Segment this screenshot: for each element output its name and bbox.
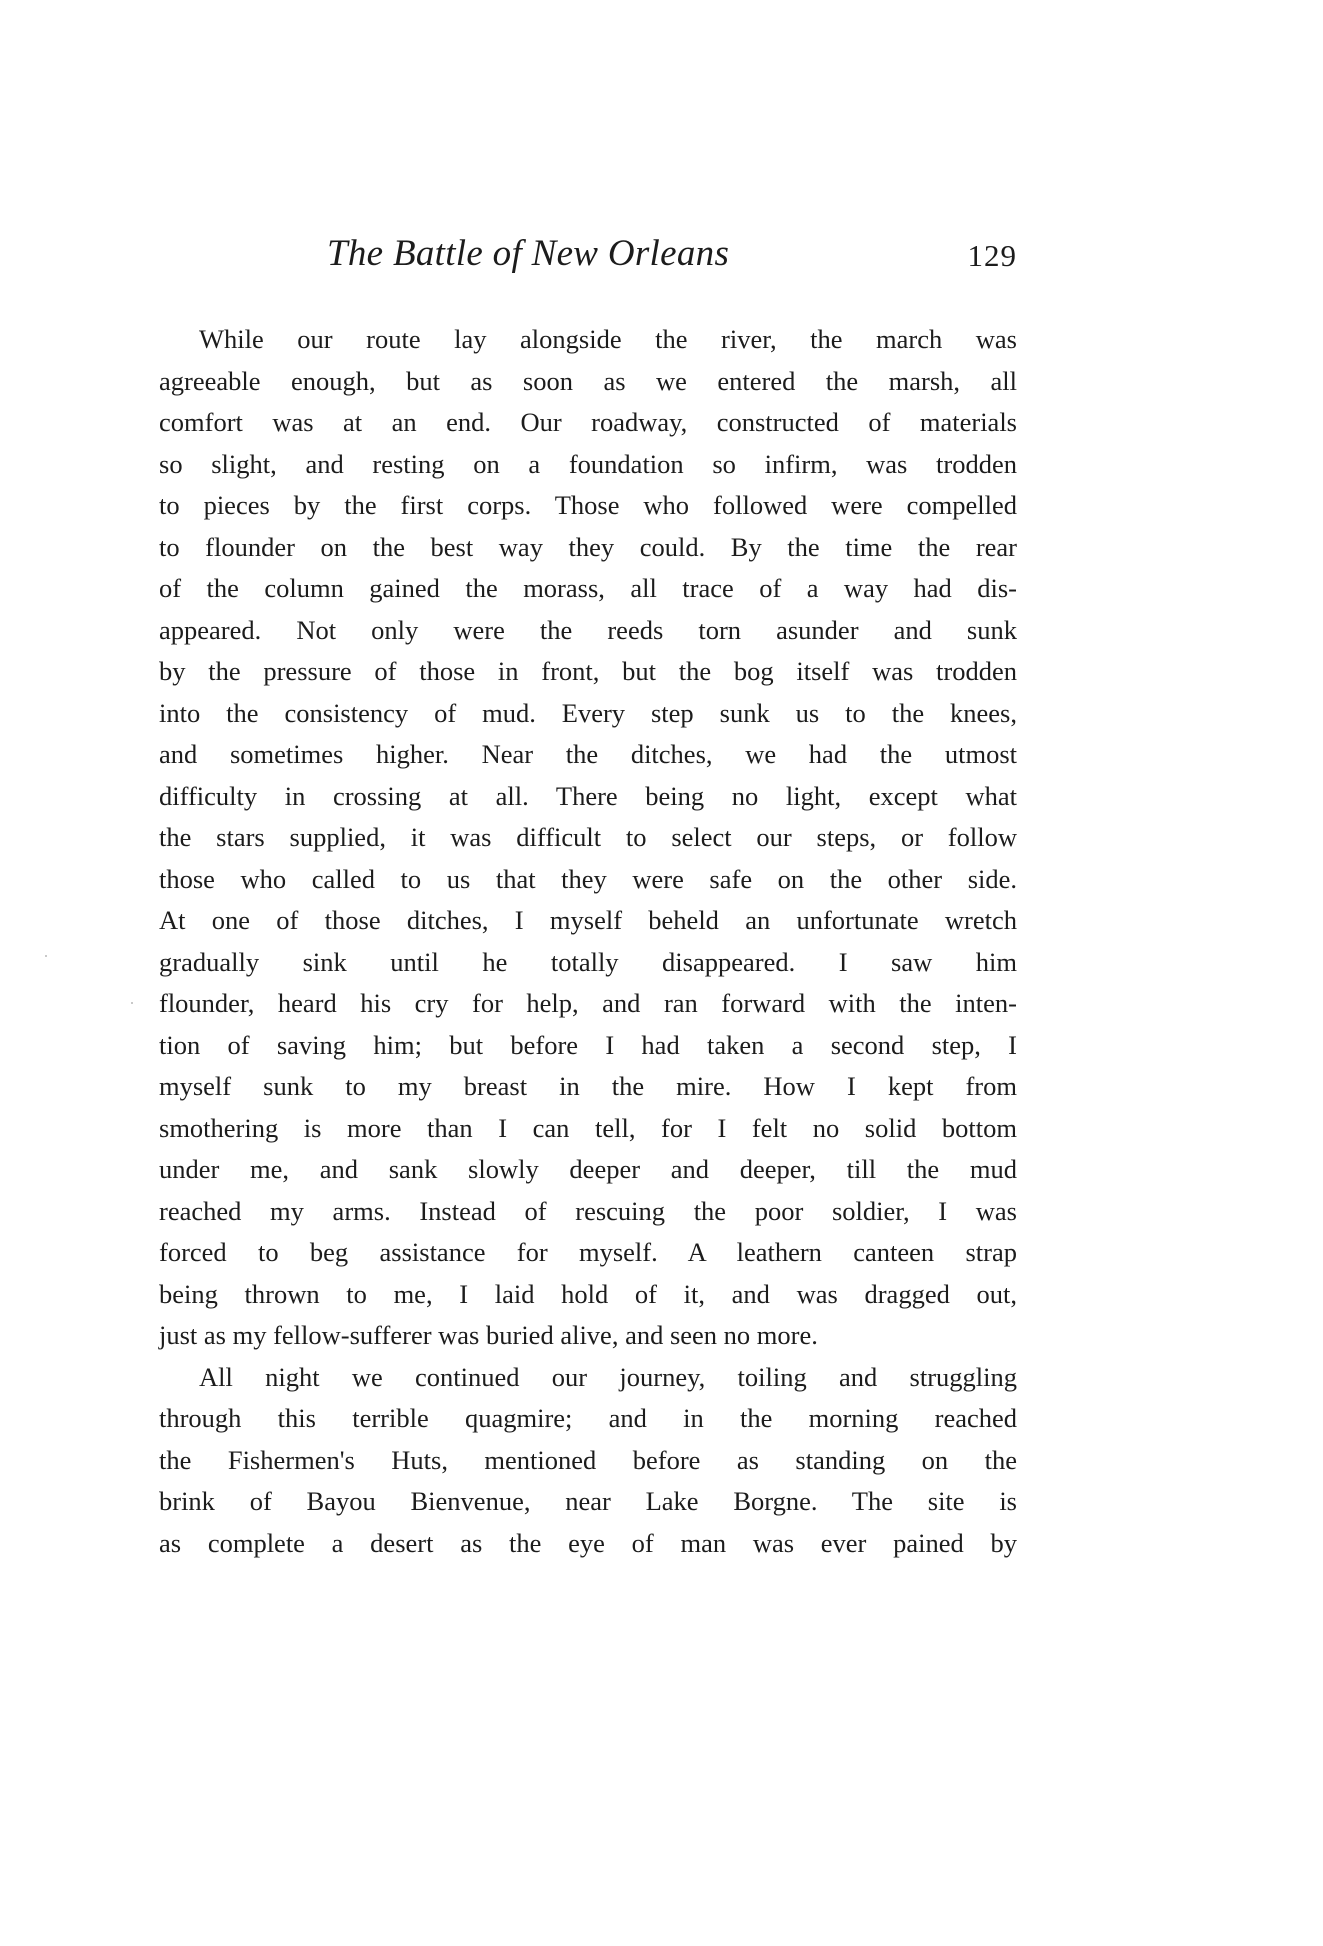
text-line: appeared. Not only were the reeds torn asunder and sunk [159, 614, 1017, 645]
text-line: to pieces by the first corps. Those who followed were compelled [159, 490, 1017, 520]
running-head [159, 232, 1017, 282]
text-line: difficulty in crossing at all. There being no light, except what [159, 780, 1017, 811]
running-title: The Battle of New Orleans [327, 233, 730, 274]
text-line: agreeable enough, but as soon as we entered the marsh, all [159, 365, 1017, 396]
text-line: myself sunk to my breast in the mire. How I kept from [159, 1071, 1017, 1101]
paragraph-2 [159, 1357, 1017, 1565]
text-line: smothering is more than I can tell, for I felt no solid bottom [159, 1112, 1017, 1143]
text-line: While our route lay alongside the river, the march was [199, 324, 1017, 354]
page-number: 129 [967, 238, 1017, 273]
text-line: All night we continued our journey, toiling and struggling [199, 1361, 1017, 1392]
text-line: forced to beg assistance for myself. A leathern canteen strap [159, 1237, 1017, 1267]
text-line: to flounder on the best way they could. By the time the rear [159, 531, 1017, 562]
text-line: those who called to us that they were safe on the other side. [159, 863, 1017, 894]
text-line: so slight, and resting on a foundation so infirm, was trodden [159, 448, 1017, 479]
text-line: of the column gained the morass, all trace of a way had dis- [159, 573, 1017, 603]
text-line: by the pressure of those in front, but the bog itself was trodden [159, 656, 1017, 686]
paragraph-1 [159, 319, 1017, 1357]
text-line: and sometimes higher. Near the ditches, we had the utmost [159, 739, 1017, 769]
text-line: comfort was at an end. Our roadway, constructed of materials [159, 407, 1017, 437]
text-line: being thrown to me, I laid hold of it, and was dragged out, [159, 1278, 1017, 1309]
text-line: the Fishermen's Huts, mentioned before as standing on the [159, 1444, 1017, 1475]
text-line: brink of Bayou Bienvenue, near Lake Borgne. The site is [159, 1486, 1017, 1516]
text-line: At one of those ditches, I myself beheld an unfortunate wretch [159, 905, 1017, 935]
text-line: flounder, heard his cry for help, and ran forward with the inten- [159, 988, 1017, 1018]
text-line: just as my fellow-sufferer was buried alive, and seen no more. [159, 1320, 818, 1350]
text-line: reached my arms. Instead of rescuing the poor soldier, I was [159, 1195, 1017, 1226]
text-line: tion of saving him; but before I had taken a second step, I [159, 1029, 1017, 1060]
text-line: through this terrible quagmire; and in the morning reached [159, 1403, 1017, 1433]
text-line: the stars supplied, it was difficult to select our steps, or follow [159, 822, 1017, 852]
body-text [159, 319, 1017, 1564]
text-line: as complete a desert as the eye of man was ever pained by [159, 1527, 1017, 1558]
scan-speck [45, 955, 47, 957]
scan-speck [131, 1002, 133, 1004]
text-line: into the consistency of mud. Every step sunk us to the knees, [159, 697, 1017, 728]
text-line: gradually sink until he totally disappeared. I saw him [159, 946, 1017, 977]
text-line: under me, and sank slowly deeper and deeper, till the mud [159, 1154, 1017, 1184]
